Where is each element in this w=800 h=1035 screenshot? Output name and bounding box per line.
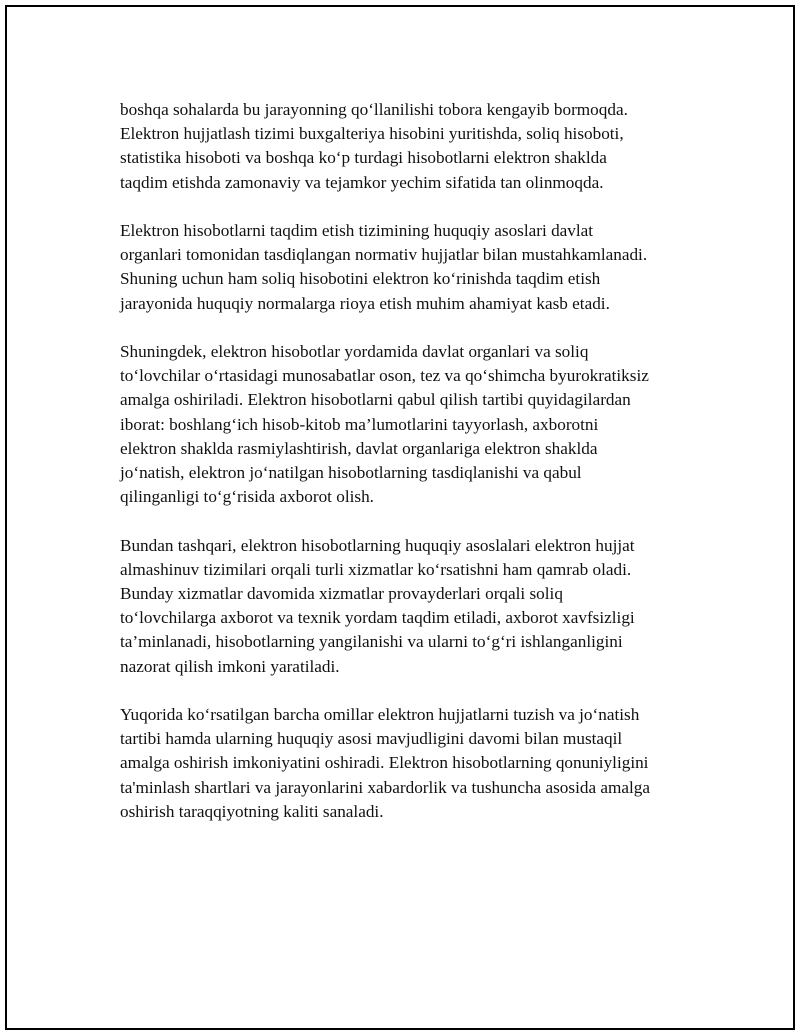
text-line: ta’minlanadi, hisobotlarning yangilanishi va ularni to‘g‘ri ishlanganligini bbox=[120, 632, 623, 652]
text-line: elektron shaklda rasmiylashtirish, davlat organlariga elektron shaklda bbox=[120, 438, 598, 458]
text-line: Elektron hisobotlarni taqdim etish tizimining huquqiy asoslari davlat bbox=[120, 221, 594, 240]
document-body bbox=[120, 98, 700, 848]
text-line: nazorat qilish imkoni yaratiladi. bbox=[120, 656, 340, 676]
text-line: organlari tomonidan tasdiqlangan normativ hujjatlar bilan mustahkamlanadi. bbox=[120, 245, 648, 265]
text-line: amalga oshiriladi. Elektron hisobotlarni qabul qilish tartibi quyidagilardan bbox=[120, 390, 631, 410]
paragraph-2 bbox=[120, 219, 700, 316]
paragraph-4 bbox=[120, 534, 700, 679]
text-line: oshirish taraqqiyotning kaliti sanaladi. bbox=[120, 801, 384, 821]
text-line: Elektron hujjatlash tizimi buxgalteriya hisobini yuritishda, soliq hisoboti, bbox=[120, 124, 624, 144]
text-line: to‘lovchilarga axborot va texnik yordam taqdim etiladi, axborot xavfsizligi bbox=[120, 608, 635, 628]
paragraph-5 bbox=[120, 703, 700, 824]
text-line: ta'minlash shartlari va jarayonlarini xabardorlik va tushuncha asosida amalga bbox=[120, 777, 651, 797]
text-line: amalga oshirish imkoniyatini oshiradi. Elektron hisobotlarning qonuniyligini bbox=[120, 753, 649, 773]
text-line: Shuningdek, elektron hisobotlar yordamida davlat organlari va soliq bbox=[120, 342, 589, 361]
text-line: jo‘natish, elektron jo‘natilgan hisobotlarning tasdiqlanishi va qabul bbox=[120, 463, 582, 483]
text-line: jarayonida huquqiy normalarga rioya etish muhim ahamiyat kasb etadi. bbox=[120, 293, 610, 313]
text-line: to‘lovchilar o‘rtasidagi munosabatlar oson, tez va qo‘shimcha byurokratiksiz bbox=[120, 366, 649, 386]
text-line: qilinganligi to‘g‘risida axborot olish. bbox=[120, 487, 374, 507]
text-line: iborat: boshlang‘ich hisob-kitob ma’lumotlarini tayyorlash, axborotni bbox=[120, 414, 599, 434]
text-line: Bunday xizmatlar davomida xizmatlar provayderlari orqali soliq bbox=[120, 584, 563, 604]
paragraph-3 bbox=[120, 340, 700, 509]
text-line: Shuning uchun ham soliq hisobotini elektron ko‘rinishda taqdim etish bbox=[120, 269, 601, 289]
text-line: almashinuv tizimilari orqali turli xizmatlar ko‘rsatishni ham qamrab oladi. bbox=[120, 559, 632, 579]
text-line: statistika hisoboti va boshqa ko‘p turdagi hisobotlarni elektron shaklda bbox=[120, 148, 607, 168]
text-line: Yuqorida ko‘rsatilgan barcha omillar elektron hujjatlarni tuzish va jo‘natish bbox=[120, 705, 640, 725]
page-border bbox=[5, 5, 795, 1030]
paragraph-1 bbox=[120, 98, 700, 195]
text-line: tartibi hamda ularning huquqiy asosi mavjudligini davomi bilan mustaqil bbox=[120, 729, 623, 749]
text-line: Bundan tashqari, elektron hisobotlarning huquqiy asoslalari elektron hujjat bbox=[120, 535, 635, 555]
text-line: taqdim etishda zamonaviy va tejamkor yechim sifatida tan olinmoqda. bbox=[120, 172, 604, 192]
text-line: boshqa sohalarda bu jarayonning qo‘llanilishi tobora kengayib bormoqda. bbox=[120, 100, 628, 119]
